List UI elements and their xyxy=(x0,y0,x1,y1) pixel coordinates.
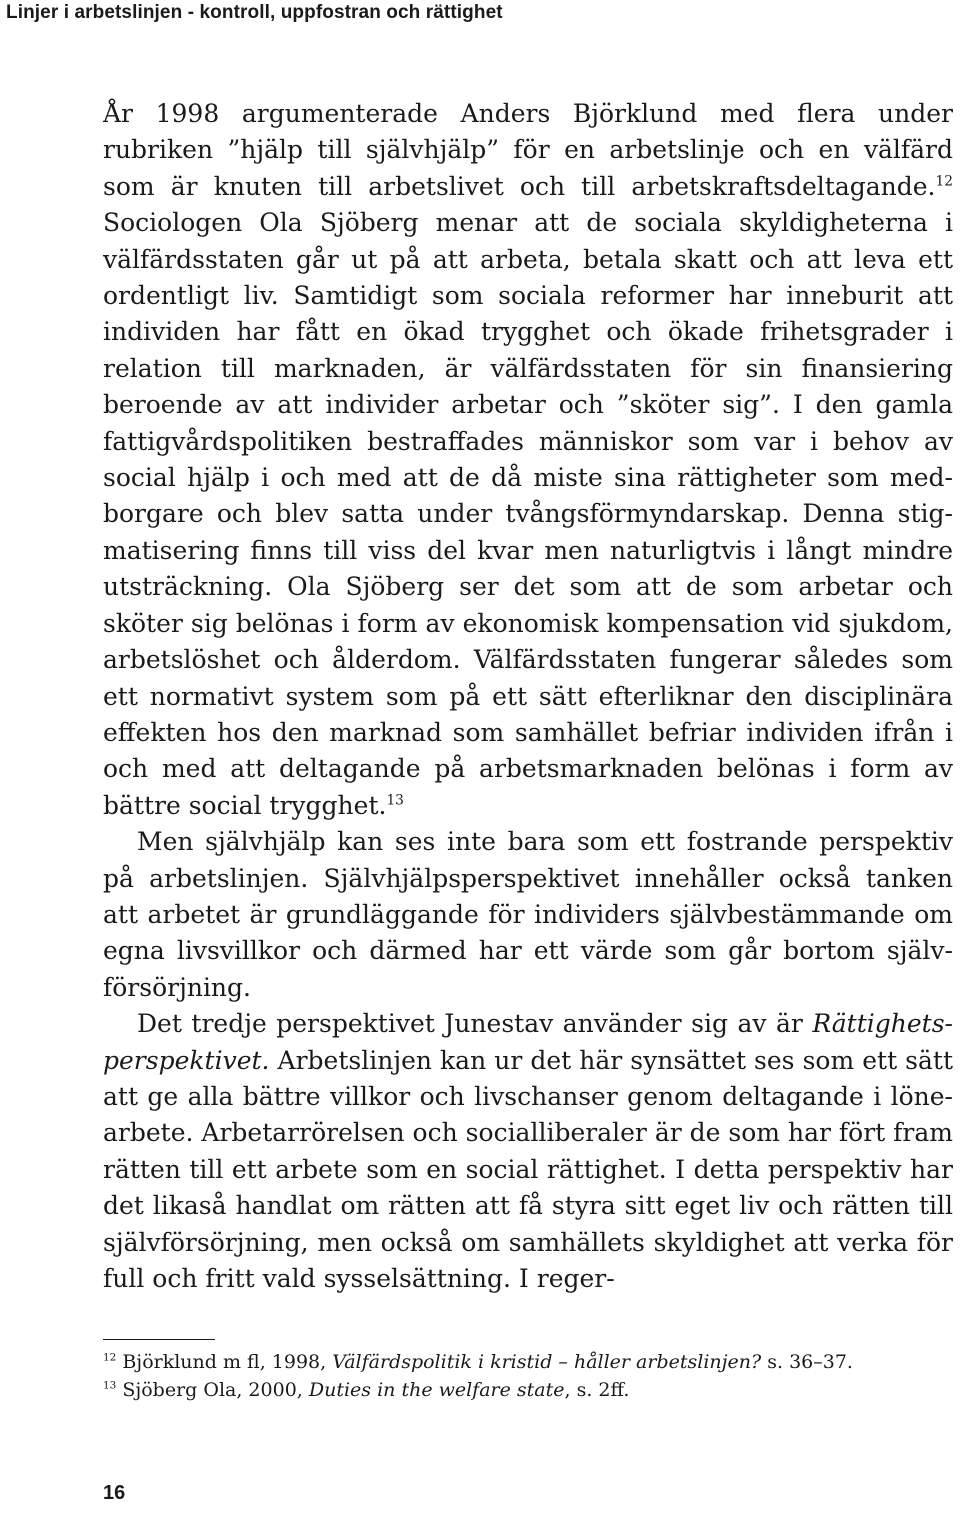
paragraph-1-text-b: Sociologen Ola Sjöberg menar att de sociala skyldigheterna i välfärdsstaten går ut på att arbeta, betala skatt och att leva ett ordentligt liv. Samtidigt som sociala reformer har inneburit att individen har fått en ökad trygghet och ökade frihetsgrader i relation till marknaden, är välfärdsstaten för sin finansiering beroende av att individer arbetar och ”sköter sig”. I den gamla fattigvårdspolitiken bestraffades människor som var i behov av social hjälp i och med att de då miste sina rättigheter som medborgare och blev satta under tvångsförmyndarskap. Denna stigmatisering finns till viss del kvar men naturligtvis i långt mindre utsträckning. Ola Sjöberg ser det som att de som arbetar och sköter sig belönas i form av ekonomisk kompensation vid sjukdom, arbetslöshet och ålderdom. Välfärdsstaten fungerar således som ett normativt system som på ett sätt efterliknar den disciplinära effekten hos den marknad som samhället befriar individen ifrån i och med att deltagande på arbetsmarknaden belönas i form av bättre social trygghet. xyxy=(103,208,953,820)
footnote-text: Sjöberg Ola, 2000, xyxy=(116,1379,309,1401)
paragraph-1-text-a: År 1998 argumenterade Anders Björklund med flera under rubriken ”hjälp till självhjälp” för en arbetslinje och en välfärd som är knuten till arbetslivet och till arbetskraftsdeltagande. xyxy=(103,99,953,201)
paragraph-3-term: Rättighetsperspektivet. xyxy=(103,1009,953,1075)
footnote-text: , s. 2ff. xyxy=(564,1379,630,1401)
page-number: 16 xyxy=(103,1482,126,1504)
body-text xyxy=(103,96,953,1297)
paragraph-3 xyxy=(103,1006,953,1297)
footnote-ref-12[interactable]: 12 xyxy=(935,173,953,190)
paragraph-2: Men självhjälp kan ses inte bara som ett fostrande perspektiv på arbetslinjen. Självhjälpsperspektivet innehåller också tanken att arbetet är grundläggande för individers självbestämmande om egna livsvillkor och därmed har ett värde som går bortom självförsörjning. xyxy=(103,827,953,1002)
footnote-title: Välfärdspolitik i kristid – håller arbetslinjen? xyxy=(332,1351,762,1373)
paragraph-1 xyxy=(103,96,953,824)
paragraph-3-text-a: Det tredje perspektivet Junestav använder sig av är xyxy=(137,1009,813,1039)
footnote-12 xyxy=(103,1348,953,1376)
footnote-title: Duties in the welfare state xyxy=(308,1379,565,1401)
footnote-ref-13[interactable]: 13 xyxy=(386,792,404,809)
paragraph-3-text-b: Arbetslinjen kan ur det här synsättet ses som ett sätt att ge alla bättre villkor och livschanser genom deltagande i lönearbete. Arbetarrörelsen och socialliberaler är de som har fört fram rätten till ett arbete som en social rättighet. I detta perspektiv har det likaså handlat om rätten att få styra sitt eget liv och rätten till självförsörjning, men också om samhällets skyldighet att verka för full och fritt vald sysselsättning. I reger- xyxy=(103,1045,953,1293)
footnote-number: 13 xyxy=(103,1379,117,1392)
footnotes xyxy=(103,1348,953,1404)
footnote-text: s. 36–37. xyxy=(761,1351,853,1373)
footnote-number: 12 xyxy=(103,1351,117,1364)
footnote-text: Björklund m fl, 1998, xyxy=(116,1351,333,1373)
footnote-13 xyxy=(103,1376,953,1404)
running-header: Linjer i arbetslinjen - kontroll, uppfostran och rättighet xyxy=(6,2,503,23)
footnote-divider xyxy=(103,1339,215,1340)
